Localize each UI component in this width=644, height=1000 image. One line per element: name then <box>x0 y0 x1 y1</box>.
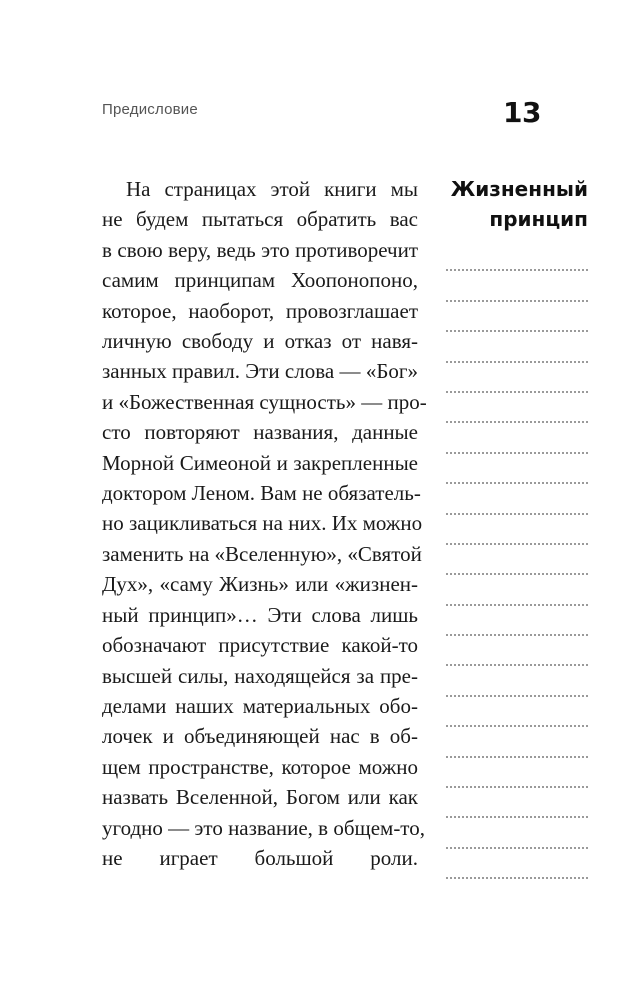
text-line: самим принципам Хоопонопоно, <box>102 268 418 293</box>
text-line: и «Божественная сущность» — про- <box>102 389 427 414</box>
text-line: личную свободу и отказ от навя- <box>102 329 418 354</box>
dotted-note-line <box>446 393 588 423</box>
body-paragraph <box>102 174 427 873</box>
text-line: заменить на «Вселенную», «Святой <box>102 541 422 566</box>
text-line: обозначают присутствие какой-то <box>102 633 418 658</box>
text-line: сто повторяют названия, данные <box>102 420 418 445</box>
dotted-note-line <box>446 332 588 362</box>
dotted-note-line <box>446 697 588 727</box>
page-number: 13 <box>503 96 541 129</box>
dotted-note-line <box>446 636 588 666</box>
dotted-note-line <box>446 271 588 301</box>
dotted-note-line <box>446 575 588 605</box>
dotted-note-line <box>446 515 588 545</box>
margin-notes <box>442 174 588 879</box>
text-line: Дух», «саму Жизнь» или «жизнен- <box>102 572 418 597</box>
text-line: щем пространстве, которое можно <box>102 754 418 779</box>
text-line: Морной Симеоной и закрепленные <box>102 450 418 475</box>
dotted-note-line <box>446 363 588 393</box>
dotted-note-line <box>446 849 588 879</box>
dotted-note-line <box>446 666 588 696</box>
dotted-note-line <box>446 606 588 636</box>
text-line: ный принцип»… Эти слова лишь <box>102 602 418 627</box>
text-line: назвать Вселенной, Богом или как <box>102 785 418 810</box>
text-line: занных правил. Эти слова — «Бог» <box>102 359 418 384</box>
dotted-note-line <box>446 423 588 453</box>
text-line: лочек и объединяющей нас в об- <box>102 724 418 749</box>
dotted-note-line <box>446 758 588 788</box>
text-line: не будем пытаться обратить вас <box>102 207 418 232</box>
dotted-note-line <box>446 818 588 848</box>
dotted-note-line <box>446 727 588 757</box>
margin-title-line: принцип <box>489 207 588 231</box>
dotted-note-line <box>446 241 588 271</box>
text-line: но зацикливаться на них. Их можно <box>102 511 423 536</box>
text-line: в свою веру, ведь это противоречит <box>102 237 418 262</box>
dotted-note-line <box>446 302 588 332</box>
dotted-note-line <box>446 788 588 818</box>
dotted-note-line <box>446 454 588 484</box>
dotted-note-line <box>446 484 588 514</box>
running-head: Предисловие <box>102 101 198 118</box>
text-line: доктором Леном. Вам не обязатель- <box>102 481 421 506</box>
dotted-note-line <box>446 545 588 575</box>
margin-title-line: Жизненный <box>450 177 588 201</box>
text-line: делами наших материальных обо- <box>102 693 418 718</box>
text-line: На страницах этой книги мы <box>126 177 418 201</box>
note-lines <box>442 241 588 879</box>
text-line: не играет большой роли. <box>102 845 418 870</box>
text-line: которое, наоборот, провозглашает <box>102 298 418 323</box>
text-line: высшей силы, находящейся за пре- <box>102 663 418 688</box>
margin-note-title <box>442 174 588 234</box>
text-line: угодно — это название, в общем-то, <box>102 815 425 840</box>
